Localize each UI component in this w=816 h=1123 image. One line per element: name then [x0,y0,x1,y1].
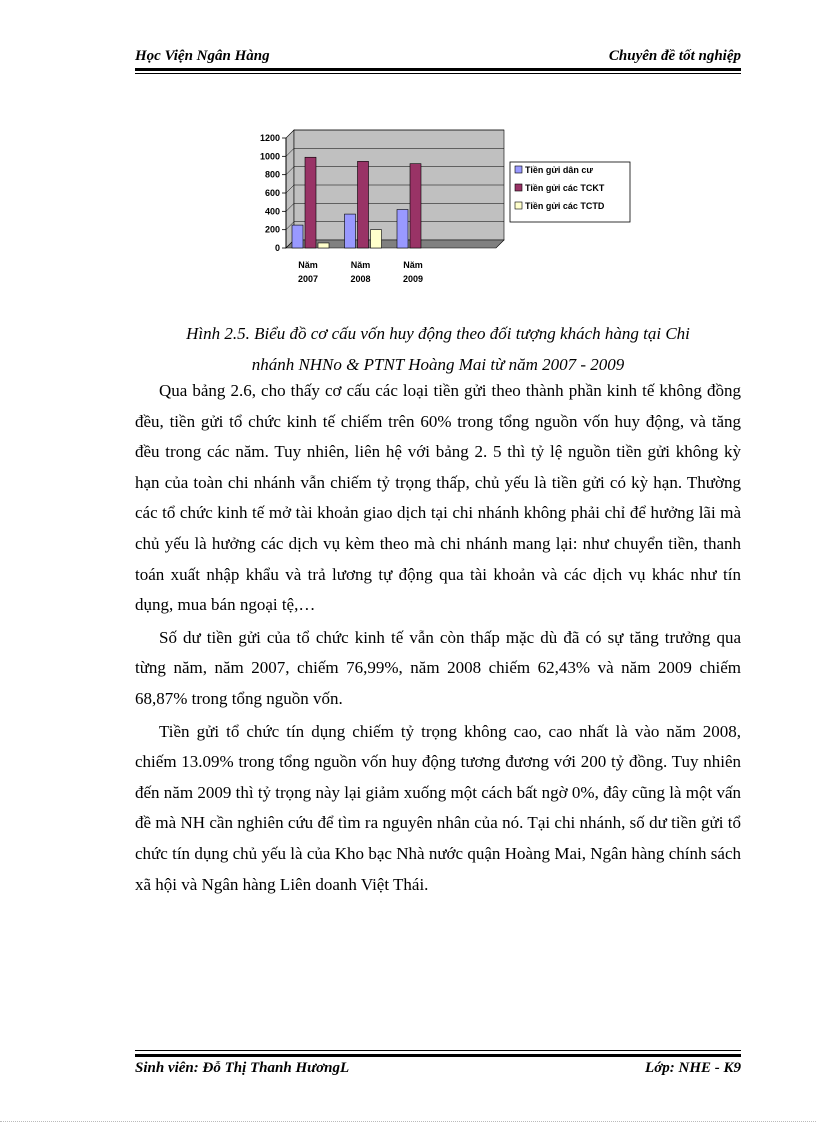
figure-caption [135,318,741,380]
header-rule-thick [135,68,741,71]
header-document-type: Chuyên đề tốt nghiệp [608,48,741,64]
bar-1-0 [305,157,316,248]
bar-1-1 [358,161,369,248]
x-tick-label: Năm [298,260,318,270]
legend-label-1: Tiền gửi các TCKT [525,183,605,193]
footer-class: Lớp: NHE - K9 [645,1060,741,1076]
bar-2-1 [371,230,382,248]
footer-student: Sinh viên: Đỗ Thị Thanh HươngL [135,1060,350,1076]
bar-0-0 [292,225,303,248]
header-institution: Học Viện Ngân Hàng [135,48,270,64]
page-header [135,48,741,68]
y-tick-label: 200 [264,224,280,235]
y-tick-label: 800 [264,169,280,180]
legend-swatch-0 [515,166,522,173]
deposit-structure-chart [248,128,638,293]
legend-swatch-1 [515,184,522,191]
y-tick-label: 400 [264,206,280,217]
bar-1-2 [410,164,421,248]
body-text [135,376,741,902]
paragraph-1: Qua bảng 2.6, cho thấy cơ cấu các loại tiền gửi theo thành phần kinh tế không đồng đều, tiền gửi tổ chức kinh tế chiếm trên 60% trong tổng nguồn vốn huy động, và tăng đều trong các năm. Tuy nhiên, liên hệ với bảng 2. 5 thì tỷ lệ nguồn tiền gửi không kỳ hạn của toàn chi nhánh vẫn chiếm tỷ trọng thấp, chủ yếu là tiền gửi có kỳ hạn. Thường các tổ chức kinh tế mở tài khoản giao dịch tại chi nhánh không phải chỉ để hưởng lãi mà chủ yếu là hưởng các dịch vụ kèm theo mà chi nhánh mang lại: như chuyển tiền, thanh toán xuất nhập khẩu và trả lương tự động qua tài khoản và các dịch vụ khác như tín dụng, mua bán ngoại tệ,… [135,381,741,615]
legend-swatch-2 [515,202,522,209]
x-tick-label: 2008 [350,274,371,284]
page-footer [135,1060,741,1080]
footer-rule-thick [135,1054,741,1057]
y-tick-label: 1000 [259,151,280,162]
header-rule-thin [135,73,741,74]
footer-rule-thin [135,1050,741,1051]
chart-svg [248,128,638,293]
caption-line-1: Hình 2.5. Biểu đồ cơ cấu vốn huy động theo đối tượng khách hàng tại Chi [186,324,690,343]
x-tick-label: Năm [350,260,371,270]
paragraph-3: Tiền gửi tổ chức tín dụng chiếm tỷ trọng không cao, cao nhất là vào năm 2008, chiếm 13.09% trong tổng nguồn vốn huy động tương đương với 200 tỷ đồng. Tuy nhiên đến năm 2009 thì tỷ trọng này lại giảm xuống một cách bất ngờ 0%, đây cũng là một vấn đề mà NH cần nghiên cứu để tìm ra nguyên nhân của nó. Tại chi nhánh, số dư tiền gửi tổ chức tín dụng chủ yếu là của Kho bạc Nhà nước quận Hoàng Mai, Ngân hàng chính sách xã hội và Ngân hàng Liên doanh Việt Thái. [135,721,741,894]
page-edge-dotted-line [0,1121,816,1122]
y-tick-label: 600 [264,188,280,198]
legend-label-2: Tiền gửi các TCTD [525,201,605,211]
paragraph-2: Số dư tiền gửi của tổ chức kinh tế vẫn còn thấp mặc dù đã có sự tăng trưởng qua từng năm, năm 2007, chiếm 76,99%, năm 2008 chiếm 62,43% và năm 2009 chiếm 68,87% trong tổng nguồn vốn. [135,627,741,708]
x-tick-label: Năm [403,260,423,270]
legend-label-0: Tiền gửi dân cư [525,165,593,175]
y-tick-label: 0 [274,243,280,253]
bar-0-2 [397,210,408,249]
bar-2-0 [318,243,329,248]
x-tick-label: 2007 [297,274,319,284]
y-tick-label: 1200 [259,133,280,143]
bar-0-1 [345,214,356,248]
caption-line-2: nhánh NHNo & PTNT Hoàng Mai từ năm 2007 - 2009 [251,355,625,374]
x-tick-label: 2009 [402,274,424,284]
